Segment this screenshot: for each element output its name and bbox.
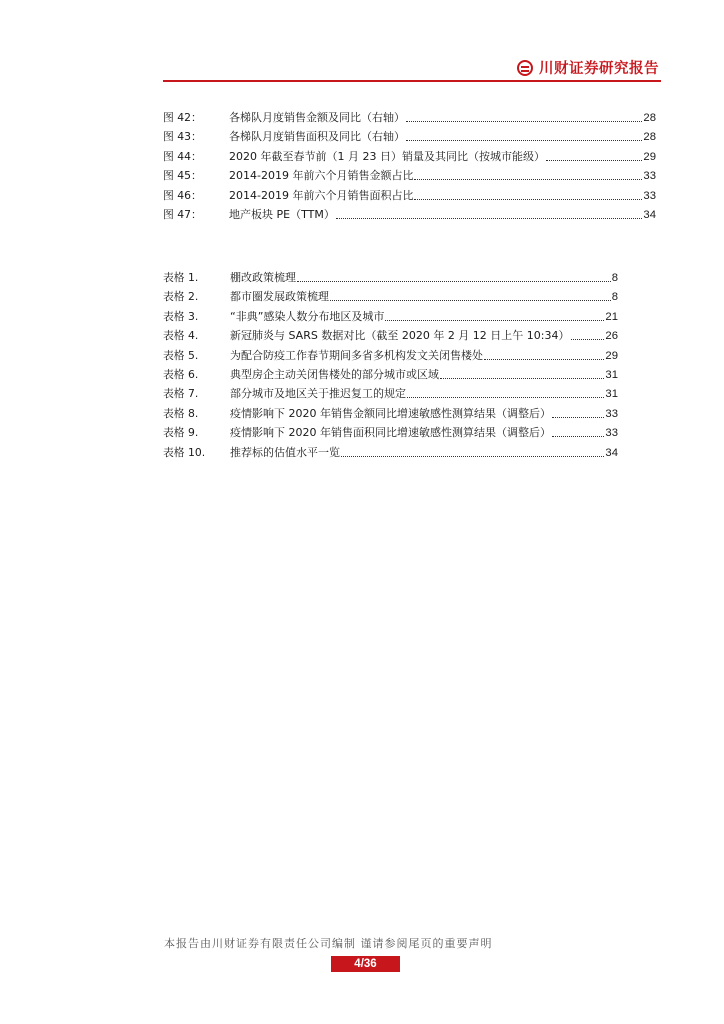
entry-label: 图 42： [163, 111, 202, 124]
entry-title: 推荐标的估值水平一览 [230, 445, 340, 459]
entry-page: 28 [643, 112, 656, 124]
entry-title: 2020 年截至春节前（1 月 23 日）销量及其同比（按城市能级） [229, 149, 545, 163]
entry-page: 31 [605, 368, 618, 381]
entry-label: 表格 10. [163, 445, 206, 459]
toc-entry-table[interactable] [163, 307, 618, 326]
leader-dots [341, 444, 604, 457]
entry-label: 图 45： [163, 169, 202, 183]
leader-dots [484, 347, 604, 360]
toc-entry-table[interactable] [163, 423, 618, 442]
entry-label: 表格 6. [163, 367, 199, 381]
entry-page: 33 [643, 189, 656, 202]
entry-label: 表格 1. [163, 271, 199, 284]
leader-dots [546, 148, 642, 161]
entry-page: 33 [605, 407, 618, 420]
leader-dots [406, 128, 642, 141]
entry-page: 34 [605, 446, 618, 459]
brand-name: 川财证券研究报告 [539, 61, 659, 77]
toc-entry-figure[interactable] [163, 186, 656, 205]
toc-entry-table[interactable] [163, 326, 618, 345]
page-number: 4/36 [331, 956, 400, 972]
toc-entry-table[interactable] [163, 404, 618, 423]
leader-dots [571, 327, 605, 340]
table-list [163, 268, 618, 462]
entry-title: 疫情影响下 2020 年销售面积同比增速敏感性测算结果（调整后） [230, 426, 551, 440]
entry-label: 表格 7. [163, 387, 199, 401]
toc-entry-table[interactable] [163, 384, 618, 403]
entry-label: 图 43： [163, 130, 202, 144]
entry-title: 地产板块 PE（TTM） [229, 207, 335, 221]
entry-page: 33 [643, 170, 656, 183]
entry-title: 典型房企主动关闭售楼处的部分城市或区域 [230, 367, 439, 381]
leader-dots [330, 288, 611, 301]
figure-list [163, 108, 656, 224]
entry-page: 26 [605, 330, 618, 343]
brand [517, 57, 659, 78]
leader-dots [552, 424, 604, 437]
entry-page: 31 [605, 388, 618, 401]
entry-title: 棚改政策梳理 [230, 271, 296, 284]
leader-dots [440, 366, 604, 379]
entry-title: 各梯队月度销售面积及同比（右轴） [229, 130, 405, 144]
toc-entry-table[interactable] [163, 443, 618, 462]
entry-page: 33 [605, 427, 618, 440]
leader-dots [552, 405, 604, 418]
entry-label: 图 46： [163, 188, 202, 202]
leader-dots [406, 109, 642, 122]
entry-label: 表格 9. [163, 426, 199, 440]
entry-title: 2014-2019 年前六个月销售面积占比 [229, 188, 414, 202]
leader-dots [407, 385, 604, 398]
entry-page: 8 [611, 291, 618, 304]
toc-entry-table[interactable] [163, 365, 618, 384]
entry-title: 各梯队月度销售金额及同比（右轴） [229, 111, 405, 124]
entry-label: 表格 2. [163, 290, 199, 304]
leader-dots [297, 269, 611, 282]
toc-entry-table[interactable] [163, 287, 618, 306]
entry-label: 表格 8. [163, 406, 199, 420]
header-rule [163, 80, 661, 82]
entry-label: 图 44： [163, 149, 202, 163]
toc-entry-table[interactable] [163, 346, 618, 365]
leader-dots [414, 187, 642, 200]
leader-dots [385, 308, 604, 321]
entry-title: 都市圈发展政策梳理 [230, 290, 329, 304]
toc-entry-figure[interactable] [163, 205, 656, 224]
entry-title: 2014-2019 年前六个月销售金额占比 [229, 169, 414, 183]
entry-title: 为配合防疫工作春节期间多省多机构发文关闭售楼处 [230, 348, 483, 362]
entry-title: 疫情影响下 2020 年销售金额同比增速敏感性测算结果（调整后） [230, 406, 551, 420]
toc-entry-figure[interactable] [163, 147, 656, 166]
page-header [163, 55, 661, 81]
leader-dots [336, 206, 643, 219]
toc-entry-figure[interactable] [163, 108, 656, 127]
entry-label: 图 47： [163, 207, 202, 221]
leader-dots [414, 167, 642, 180]
entry-title: 新冠肺炎与 SARS 数据对比（截至 2020 年 2 月 12 日上午 10:34） [230, 329, 570, 343]
entry-label: 表格 4. [163, 329, 199, 343]
entry-page: 29 [605, 349, 618, 362]
chuancai-logo-icon [517, 60, 533, 76]
toc-entry-figure[interactable] [163, 127, 656, 146]
entry-title: 部分城市及地区关于推迟复工的规定 [230, 387, 406, 401]
entry-title: “非典”感染人数分布地区及城市 [230, 309, 385, 323]
toc-entry-table[interactable] [163, 268, 618, 287]
entry-page: 34 [643, 208, 656, 221]
entry-label: 表格 3. [163, 309, 199, 323]
entry-page: 29 [643, 150, 656, 163]
entry-page: 21 [605, 310, 618, 323]
entry-page: 8 [611, 272, 618, 284]
toc-entry-figure[interactable] [163, 166, 656, 185]
footer-disclaimer: 本报告由川财证券有限责任公司编制 谨请参阅尾页的重要声明 [164, 937, 493, 950]
entry-label: 表格 5. [163, 348, 199, 362]
entry-page: 28 [643, 131, 656, 144]
